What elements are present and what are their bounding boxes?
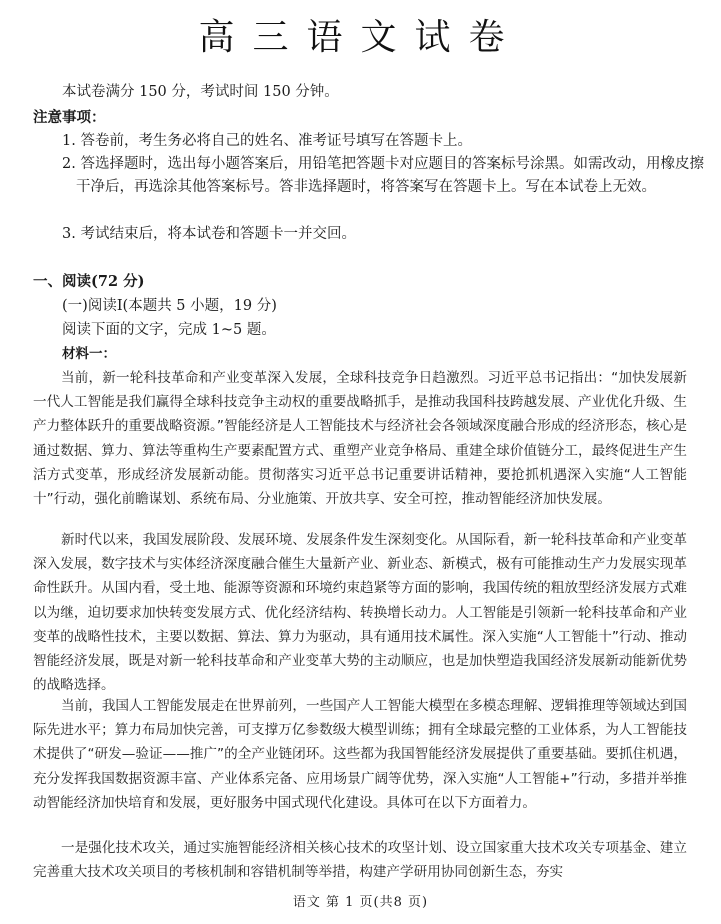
material-label: 材料一： <box>62 346 116 362</box>
paragraph: 当前，新一轮科技革命和产业变革深入发展，全球科技竞争日趋激烈。习近平总书记指出：“加快发展新一代人工智能是我们赢得全球科技竞争主动权的重要战略抓手，是推动我国科技跨越发展、产业优化升级、生产力整体跃升的重要战略资源。”智能经济是人工智能技术与经济社会各领域深度融合形成的经济形态，核心是通过数据、算力、算法等重构生产要素配置方式、重塑产业竞争格局、重建全球价值链分工，最终促进生产生活方式变革，形成经济发展新动能。贯彻落实习近平总书记重要讲话精神，要抢抓机遇深入实施“人工智能十”行动，强化前瞻谋划、系统布局、分业施策、开放共享、安全可控，推动智能经济加快发展。 <box>33 370 687 508</box>
notice-item: 2. 答选择题时，选出每小题答案后，用铅笔把答题卡对应题目的答案标号涂黑。如需改动，用橡皮擦干净后，再选涂其他答案标号。答非选择题时，将答案写在答题卡上。写在本试卷上无效。 <box>62 156 704 195</box>
exam-intro: 本试卷满分 150 分，考试时间 150 分钟。 <box>62 84 339 100</box>
paragraph: 当前，我国人工智能发展走在世界前列，一些国产人工智能大模型在多模态理解、逻辑推理等领域达到国际先进水平；算力布局加快完善，可支撑万亿参数级大模型训练；拥有全球最完整的工业体系，为人工智能技术提供了“研发—验证——推广”的全产业链闭环。这些都为我国智能经济发展提供了重要基础。要抓住机遇，充分发挥我国数据资源丰富、产业体系完备、应用场景广阔等优势，深入实施“人工智能+”行动，多措并举推动智能经济加快培育和发展，更好服务中国式现代化建设。具体可在以下方面着力。 <box>33 698 687 811</box>
page-footer: 语文 第 1 页(共8 页) <box>292 895 429 910</box>
notice-heading: 注意事项： <box>33 109 106 126</box>
paragraph: 新时代以来，我国发展阶段、发展环境、发展条件发生深刻变化。从国际看，新一轮科技革命和产业变革深入发展，数字技术与实体经济深度融合催生大量新产业、新业态、新模式，极有可能推动生产力发展实现革命性跃升。从国内看，受土地、能源等资源和环境约束趋紧等方面的影响，我国传统的粗放型经济发展方式难以为继，迫切要求加快转变发展方式、优化经济结构、转换增长动力。人工智能是引领新一轮科技革命和产业变革的战略性技术，主要以数据、算法、算力为驱动，具有通用技术属性。深入实施“人工智能十”行动、推动智能经济发展，既是对新一轮科技革命和产业变革大势的主动顺应，也是加快塑造我国经济发展新动能新优势的战略选择。 <box>33 532 687 694</box>
notice-item: 1. 答卷前，考生务必将自己的姓名、准考证号填写在答题卡上。 <box>62 133 472 149</box>
paragraph: 一是强化技术攻关，通过实施智能经济相关核心技术的攻坚计划、设立国家重大技术攻关专项基金、建立完善重大技术攻关项目的考核机制和容错机制等举措，构建产学研用协同创新生态，夯实 <box>33 840 687 881</box>
notice-item: 3. 考试结束后，将本试卷和答题卡一并交回。 <box>62 226 356 242</box>
reading-instruction: 阅读下面的文字，完成 1~5 题。 <box>62 322 276 338</box>
page-title: 高三语文试卷 <box>198 17 523 58</box>
section-heading: 一、阅读(72 分) <box>33 273 145 290</box>
sub-section-heading: (一)阅读Ⅰ(本题共 5 小题，19 分) <box>62 298 277 314</box>
